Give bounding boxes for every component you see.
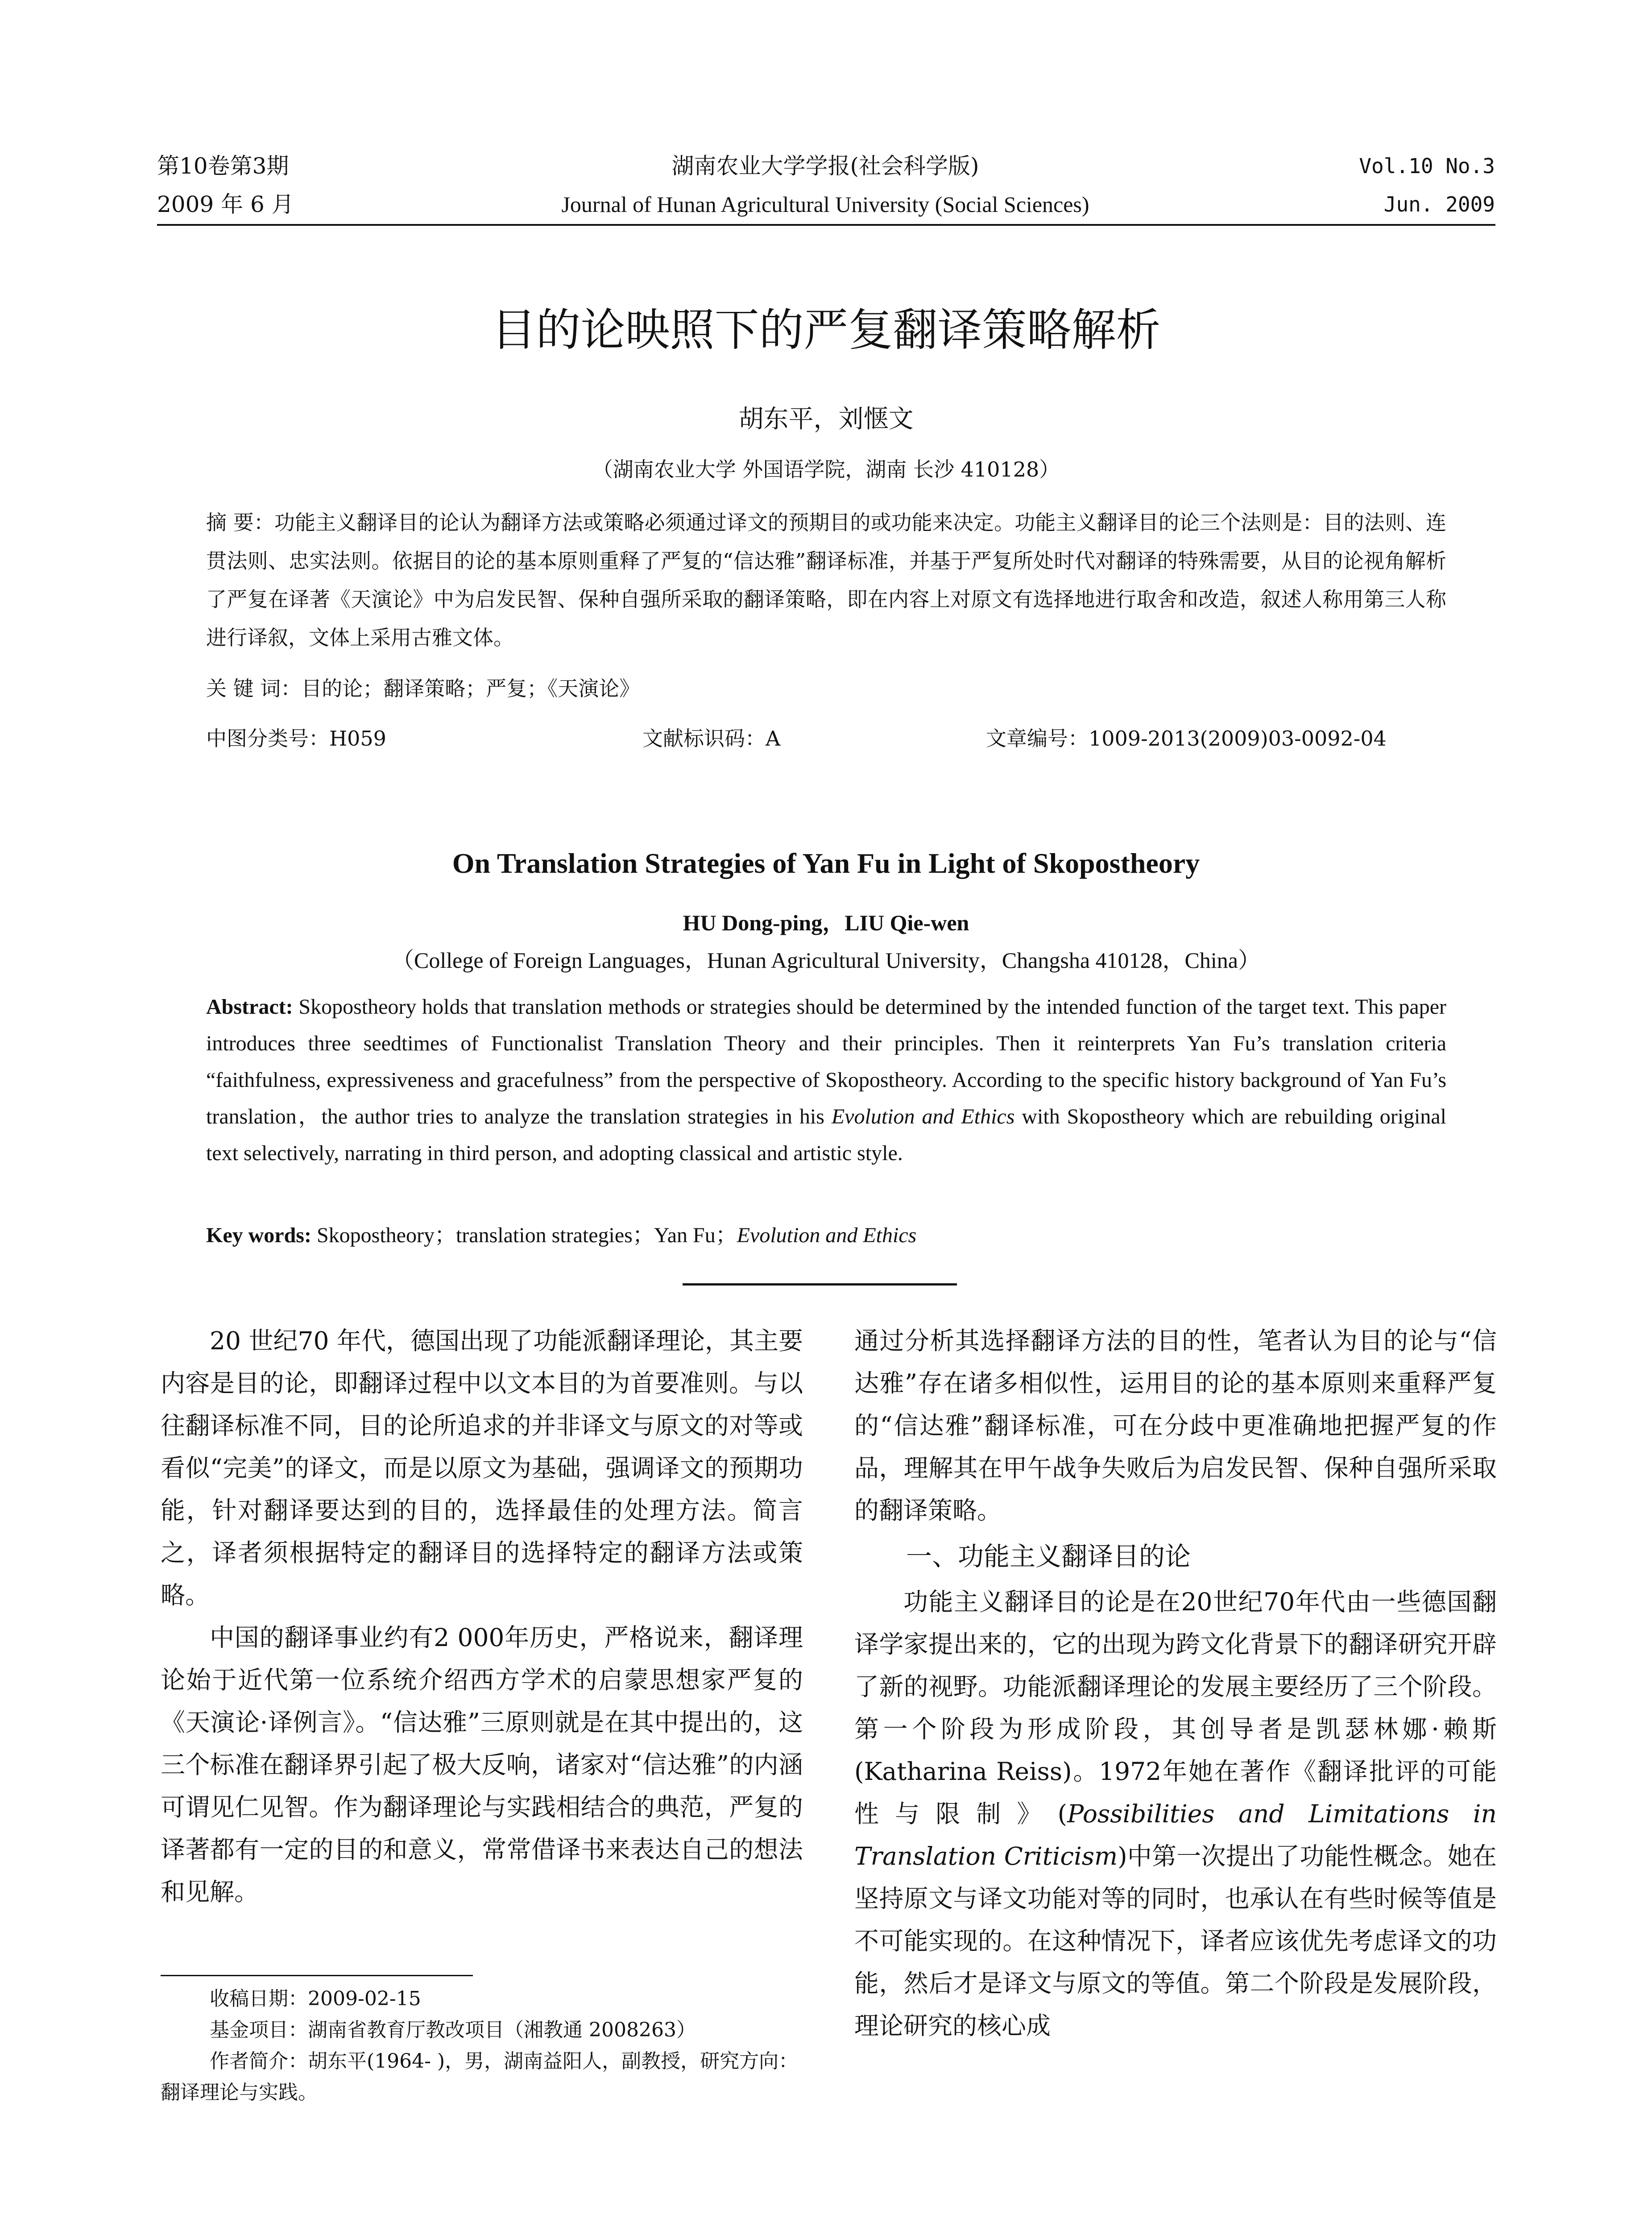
body-right-paragraph-2-text-a: 功能主义翻译目的论是在20世纪70年代由一些德国翻译学家提出来的，它的出现为跨文化背景下的翻译研究开辟了新的视野。功能派翻译理论的发展主要经历了三个阶段。第一个阶段为形成阶段，其创导者是凯瑟林娜·赖斯(Katharina Reiss)。1972年她在著作《翻译批评的可能性与限制》( (854, 1588, 1497, 1828)
keywords-cn-label: 关 键 词： (206, 676, 302, 701)
body-right-paragraph-1: 通过分析其选择翻译方法的目的性，笔者认为目的论与“信达雅”存在诸多相似性，运用目的论的基本原则来重释严复的“信达雅”翻译标准，可在分歧中更准确地把握严复的作品，理解其在甲午战争失败后为启发民智、保种自强所采取的翻译策略。 (854, 1327, 1497, 1525)
body-left-paragraph-2: 中国的翻译事业约有2 000年历史，严格说来，翻译理论始于近代第一位系统介绍西方学术的启蒙思想家严复的《天演论·译例言》。“信达雅”三原则就是在其中提出的，这三个标准在翻译界引起了极大反响，诸家对“信达雅”的内涵可谓见仁见智。作为翻译理论与实践相结合的典范，严复的译著都有一定的目的和意义，常常借译书来表达自己的想法和见解。 (161, 1623, 803, 1906)
clc-label: 中图分类号： (206, 726, 329, 751)
header-rule (157, 224, 1495, 226)
doc-label: 文献标识码： (642, 726, 766, 751)
affiliation-cn: （湖南农业大学 外国语学院，湖南 长沙 410128） (592, 457, 1060, 481)
keywords-en (206, 1217, 1446, 1254)
footnote-fund: 基金项目：湖南省教育厅教改项目（湘教通 2008263） (210, 2019, 696, 2041)
header-vol-no: Vol.10 No.3 (1359, 154, 1495, 178)
footnotes (161, 1983, 803, 2108)
title-cn: 目的论映照下的严复翻译策略解析 (491, 304, 1161, 356)
abstract-en (206, 989, 1446, 1172)
footnote-author: 作者简介：胡东平(1964- )，男，湖南益阳人，副教授，研究方向：翻译理论与实践。 (161, 2050, 799, 2104)
doc-value: A (766, 726, 781, 751)
header-journal-cn: 湖南农业大学学报(社会科学版) (671, 153, 979, 179)
authors-cn: 胡东平，刘惬文 (738, 405, 914, 434)
footnote-rule (161, 1975, 473, 1976)
footnote-received: 收稿日期：2009-02-15 (210, 1987, 421, 2010)
abstract-cn-label: 摘 要： (206, 510, 274, 535)
clc-value: H059 (329, 726, 386, 751)
abstract-en-label: Abstract: (206, 995, 293, 1019)
body-right-paragraph-2-text-b: )中第一次提出了功能性概念。她在坚持原文与译文功能对等的同时，也承认在有些时候等值是不可能实现的。在这种情况下，译者应该优先考虑译文的功能，然后才是译文与原文的等值。第二个阶段是发展阶段，理论研究的核心成 (854, 1842, 1497, 2040)
section-heading-1: 一、功能主义翻译目的论 (906, 1541, 1191, 1572)
clc-number (206, 725, 386, 752)
title-en: On Translation Strategies of Yan Fu in Light of Skopostheory (452, 847, 1200, 879)
abstract-separator (683, 1283, 957, 1286)
document-code (642, 725, 780, 752)
affiliation-en: （College of Foreign Languages，Hunan Agricultural University，Changsha 410128，China） (392, 948, 1260, 973)
article-number (986, 725, 1387, 752)
keywords-cn (206, 669, 1446, 708)
article-label: 文章编号： (986, 726, 1089, 751)
abstract-cn-text: 功能主义翻译目的论认为翻译方法或策略必须通过译文的预期目的或功能来决定。功能主义翻译目的论三个法则是：目的法则、连贯法则、忠实法则。依据目的论的基本原则重释了严复的“信达雅”翻译标准，并基于严复所处时代对翻译的特殊需要，从目的论视角解析了严复在译著《天演论》中为启发民智、保种自强所采取的翻译策略，即在内容上对原文有选择地进行取舍和改造，叙述人称用第三人称进行译叙，文体上采用古雅文体。 (206, 510, 1447, 650)
header-volume-issue: 第10卷第3期 (157, 153, 289, 179)
keywords-en-label: Key words: (206, 1223, 311, 1247)
abstract-cn (206, 503, 1446, 657)
abstract-en-text-2: with Skopostheory which are rebuilding original text selectively, narrating in third person, and adopting classical and artistic style. (206, 1105, 1447, 1165)
header-date: 2009 年 6 月 (157, 191, 294, 217)
header-journal-en: Journal of Hunan Agricultural University (Social Sciences) (561, 192, 1089, 217)
header-month-year: Jun. 2009 (1383, 192, 1495, 216)
abstract-en-text-1: Skopostheory holds that translation methods or strategies should be determined by the intended function of the target text. This paper introduces three seedtimes of Functionalist Translation Theory and their principles. Then it reinterprets Yan Fu’s translation criteria “faithfulness, expressiveness and gracefulness” from the perspective of Skopostheory. According to the specific history background of Yan Fu’s translation，the author tries to analyze the translation strategies in his (206, 995, 1446, 1128)
body-left-paragraph-1: 20 世纪70 年代，德国出现了功能派翻译理论，其主要内容是目的论，即翻译过程中以文本目的为首要准则。与以往翻译标准不同，目的论所追求的并非译文与原文的对等或看似“完美”的译文，而是以原文为基础，强调译文的预期功能，针对翻译要达到的目的，选择最佳的处理方法。简言之，译者须根据特定的翻译目的选择特定的翻译方法或策略。 (161, 1327, 803, 1609)
keywords-cn-text: 目的论；翻译策略；严复；《天演论》 (301, 676, 640, 701)
article-value: 1009-2013(2009)03-0092-04 (1089, 726, 1387, 751)
abstract-en-italic: Evolution and Ethics (831, 1105, 1015, 1128)
body-right-paragraph-2 (854, 1581, 1497, 2047)
keywords-en-italic: Evolution and Ethics (737, 1223, 917, 1247)
body-right-paragraph-2-italic: Possibilities and Limitations in Translation Criticism (854, 1800, 1497, 1870)
authors-en: HU Dong-ping，LIU Qie-wen (683, 910, 969, 935)
body-right-column (854, 1320, 1497, 2047)
body-left-column (161, 1320, 803, 1913)
keywords-en-text: Skopostheory；translation strategies；Yan Fu； (311, 1223, 737, 1247)
